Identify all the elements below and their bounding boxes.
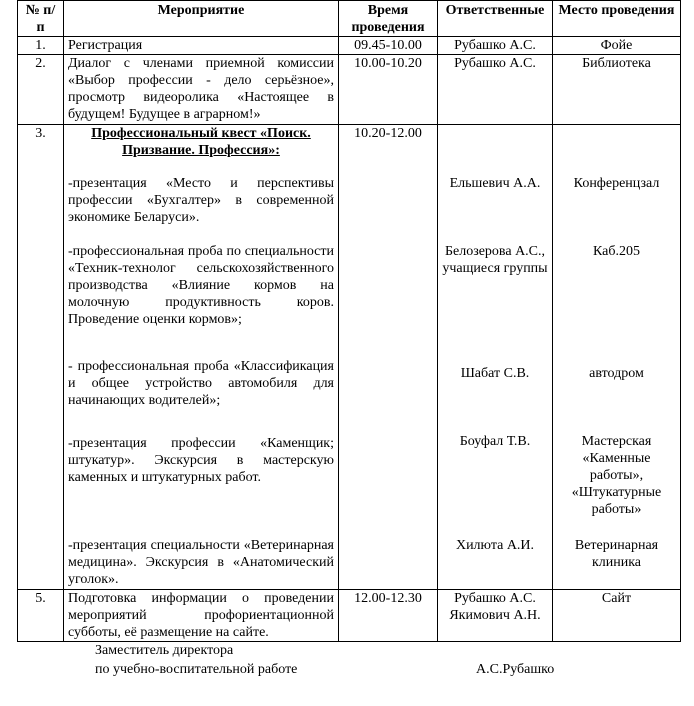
quest-events-cell	[64, 125, 339, 590]
table-row	[18, 590, 681, 642]
events-table	[17, 0, 681, 642]
quest-item-place: Каб.205	[593, 244, 640, 259]
row-num: 2.	[18, 55, 64, 125]
row-responsible: Рубашко А.С.	[438, 55, 553, 125]
row-place: Сайт	[553, 590, 681, 642]
quest-item-place: автодром	[589, 366, 644, 381]
table-row	[18, 55, 681, 125]
signature-position-line2: по учебно-воспитательной работе	[95, 662, 298, 677]
table-row-quest	[18, 125, 681, 590]
quest-item-responsible: Хилюта А.И.	[455, 538, 535, 553]
quest-item-responsible: Ельшевич А.А.	[449, 176, 541, 191]
quest-item-responsible: Шабат С.В.	[460, 366, 530, 381]
row-place: Библиотека	[553, 55, 681, 125]
quest-item-event: -профессиональная проба по специальности «Техник-технолог сельскохозяйственного производства «Влияние кормов на молочную продуктивность коров. Проведение оценки кормов»;	[68, 244, 334, 327]
table-row	[18, 37, 681, 55]
row-responsible: Рубашко А.С.	[438, 37, 553, 55]
header-responsible: Ответственные	[438, 1, 553, 37]
row-event: Подготовка информации о проведении мероприятий профориентационной субботы, её размещение на сайте.	[64, 590, 339, 642]
row-event: Диалог с членами приемной комиссии «Выбор профессии - дело серьёзное», просмотр видеоролика «Настоящее в будущем! Будущее в аграрном!»	[64, 55, 339, 125]
row-time: 10.20-12.00	[339, 125, 438, 590]
quest-item-event: -презентация специальности «Ветеринарная медицина». Экскурсия в «Анатомический уголок».	[68, 538, 334, 587]
quest-item-event: -презентация «Место и перспективы профессии «Бухгалтер» в современной экономике Беларуси».	[68, 176, 334, 225]
row-num: 1.	[18, 37, 64, 55]
quest-item-event: -презентация профессии «Каменщик; штукатур». Экскурсия в мастерскую каменных и штукатурных работ.	[68, 436, 334, 485]
row-place: Фойе	[553, 37, 681, 55]
quest-responsible-cell	[438, 125, 553, 590]
quest-item-event: - профессиональная проба «Классификация и общее устройство автомобиля для начинающих водителей»;	[68, 359, 334, 408]
quest-item-place: Конференцзал	[573, 176, 660, 191]
quest-item-responsible: Белозерова А.С., учащиеся группы	[442, 244, 548, 276]
row-num: 5.	[18, 590, 64, 642]
row-num: 3.	[18, 125, 64, 590]
header-num: № п/п	[18, 1, 64, 37]
header-event: Мероприятие	[64, 1, 339, 37]
quest-item-place: Ветеринарная клиника	[574, 538, 659, 570]
signature-position-line1: Заместитель директора	[95, 643, 234, 658]
header-row	[18, 1, 681, 37]
row-time: 10.00-10.20	[339, 55, 438, 125]
row-time: 12.00-12.30	[339, 590, 438, 642]
header-place: Место проведения	[553, 1, 681, 37]
quest-item-responsible: Боуфал Т.В.	[459, 434, 531, 449]
signature-name: А.С.Рубашко	[476, 662, 555, 677]
quest-item-place: Мастерская «Каменные работы», «Штукатурные работы»	[571, 434, 662, 517]
row-responsible: Рубашко А.С. Якимович А.Н.	[438, 590, 553, 642]
quest-heading: Профессиональный квест «Поиск. Призвание. Профессия»:	[91, 126, 311, 158]
row-time: 09.45-10.00	[339, 37, 438, 55]
quest-place-cell	[553, 125, 681, 590]
row-event: Регистрация	[64, 37, 339, 55]
header-time: Время проведения	[339, 1, 438, 37]
